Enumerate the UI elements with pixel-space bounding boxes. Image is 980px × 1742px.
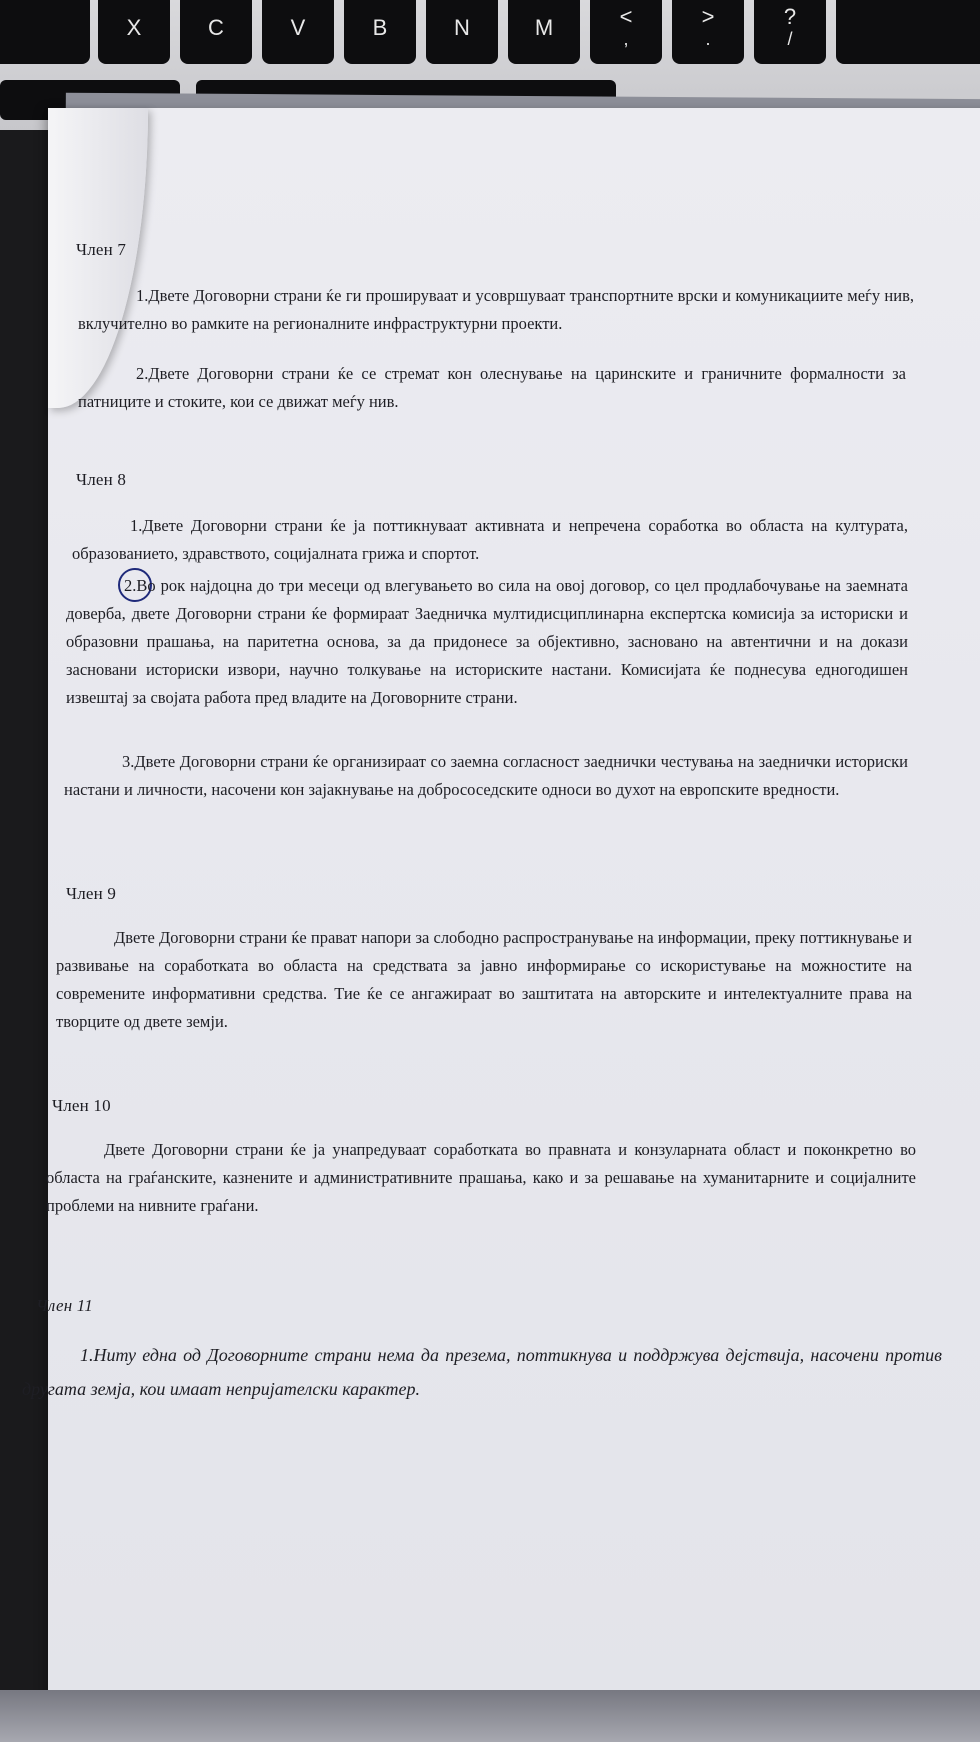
article-7-heading: Член 7 bbox=[76, 240, 127, 259]
article-11-heading: Член 11 bbox=[36, 1296, 93, 1315]
keyboard-key-period bbox=[672, 0, 744, 64]
table-surface bbox=[0, 1690, 980, 1742]
keyboard-key-comma bbox=[590, 0, 662, 64]
article-8-paragraph-1: 1.Двете Договорни страни ќе ја поттикнуваат активната и непречена соработка во областа на културата, образованието, здравството, социјалната грижа и спортот. bbox=[72, 516, 908, 563]
key-label: V bbox=[290, 15, 306, 40]
key-label: C bbox=[208, 15, 224, 40]
key-label: N bbox=[454, 15, 470, 40]
article-11-paragraph-1: 1.Ниту една од Договорните страни нема да презема, поттикнува и поддржува дејствија, насочени против другата земја, кои имаат непријателски карактер. bbox=[22, 1345, 942, 1399]
keyboard-key-n bbox=[426, 0, 498, 64]
key-label: B bbox=[372, 15, 388, 40]
key-sublabel: . bbox=[705, 29, 711, 49]
article-8-paragraph-2: 2.Во рок најдоцна до три месеци од влегувањето во сила на овој договор, со цел продлабочување на заемната доверба, двете Договорни страни ќе формираат Заедничка мултидисциплинарна експертска комисија за историски и образовни прашања, на паритетна основа, за да придонесе за објективно, засновано на автентични и на докази засновани историски извори, научно толкување на историските настани. Комисијата ќе поднесува едногодишен извештај за својата работа пред владите на Договорните страни. bbox=[66, 576, 908, 707]
article-9-heading: Член 9 bbox=[66, 884, 117, 903]
keyboard-key-m bbox=[508, 0, 580, 64]
key-sublabel: / bbox=[787, 29, 793, 49]
article-8-heading: Член 8 bbox=[76, 470, 127, 489]
article-7-paragraph-1: 1.Двете Договорни страни ќе ги прошируваат и усовршуваат транспортните врски и комуникациите меѓу нив, вклучително во рамките на регионалните инфраструктурни проекти. bbox=[78, 286, 914, 333]
key-label: X bbox=[126, 15, 142, 40]
document-page bbox=[48, 108, 980, 1708]
keyboard-key-slash bbox=[754, 0, 826, 64]
keyboard-key-v bbox=[262, 0, 334, 64]
key-label: < bbox=[619, 4, 633, 29]
key-label: > bbox=[701, 4, 715, 29]
article-10-paragraph-1: Двете Договорни страни ќе ја унапредуваат соработката во правната и конзуларната област и поконкретно во областа на граѓанските, казнените и административните прашања, како и за решавање на хуманитарните и социјалните проблеми на нивните граѓани. bbox=[46, 1140, 916, 1215]
key-sublabel: , bbox=[623, 29, 629, 49]
article-7-paragraph-2: 2.Двете Договорни страни ќе се стремат кон олеснување на царинските и граничните формалности за патниците и стоките, кои се движат меѓу нив. bbox=[78, 364, 906, 411]
keyboard-key-b bbox=[344, 0, 416, 64]
keyboard-key-shift bbox=[836, 0, 980, 64]
key-label: M bbox=[534, 15, 554, 40]
article-8-paragraph-3: 3.Двете Договорни страни ќе организираат со заемна согласност заеднички честувања на заеднички историски настани и личности, насочени кон зајакнување на добрососедските односи во духот на европските вредности. bbox=[64, 752, 908, 799]
keyboard-key-c bbox=[180, 0, 252, 64]
keyboard-key-x bbox=[98, 0, 170, 64]
article-9-paragraph-1: Двете Договорни страни ќе прават напори за слободно распространување на информации, преку поттикнување и развивање на соработката во областа на средствата за јавно информирање со искористување на можностите на современите информативни средства. Тие ќе се ангажираат во заштитата на авторските и интелектуалните права на творците од двете земји. bbox=[56, 928, 912, 1031]
keyboard-key-left bbox=[0, 0, 90, 64]
article-10-heading: Член 10 bbox=[52, 1096, 111, 1115]
key-label: ? bbox=[783, 4, 797, 29]
